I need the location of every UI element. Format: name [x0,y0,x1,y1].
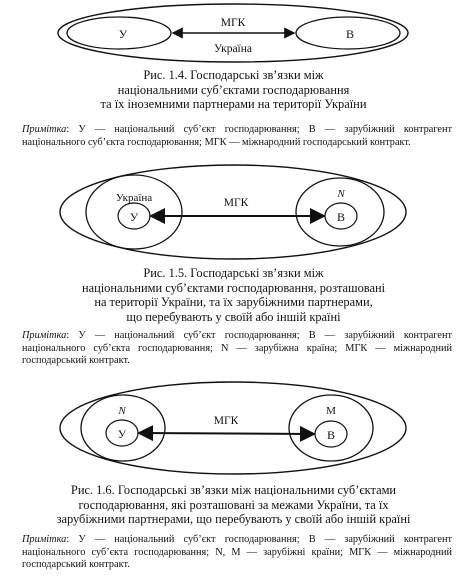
caption-line: національними суб’єктами господарювання, розташовані [81,280,386,295]
node-u-label: У [118,27,128,41]
note-text: : У — національний суб’єкт господарювання; В — зарубіжний контрагент національного суб’єкта господарювання; N — зарубіжна країна; МГК — міжнародний господарський контракт. [22,330,452,366]
country-n-label: N [337,188,345,200]
country-n-label: N [118,405,126,417]
caption-line: та їх іноземними партнерами на території України [100,97,367,111]
ukraine-label: Україна [115,192,153,204]
caption-line [20,68,447,83]
mgk-label: МГК [223,197,249,209]
caption-line: Рис. 1.5. Господарські зв’язки між [143,266,324,280]
contract-arrow [139,433,314,434]
country-label: Україна [213,43,253,55]
figure-1-5-diagram [0,160,467,264]
node-u-label: У [129,210,139,224]
caption-line: зарубіжними партнерами, що перебувають у своїй або іншій країні [56,512,411,526]
figure-1-4-caption [20,68,447,112]
caption-line: на території України, та їх зарубіжними партнерами, [94,295,373,309]
caption-line: Рис. 1.6. Господарські зв’язки між національними суб’єктами [70,483,397,497]
node-b-label: В [345,27,355,41]
figure-1-6-caption [20,483,447,527]
note-text: : У — національний суб’єкт господарювання; В — зарубіжний контрагент національного суб’єкта господарювання; МГК — міжнародний господарський контракт. [22,124,452,148]
caption-line: що перебувають у своїй або іншій країні [126,309,341,324]
mgk-label: МГК [220,17,246,29]
caption-line: національними суб’єктами господарювання [117,82,350,97]
figure-1-6-diagram [0,380,467,480]
node-b-label: В [336,210,346,224]
figure-1-4-note [22,124,452,149]
note-label: Примітка [22,330,67,341]
caption-text: Господарські зв’язки між [190,68,324,82]
figure-1-5-caption [20,266,447,324]
caption-number: Рис. 1.4. [143,68,188,82]
node-b-label: В [326,428,336,442]
node-u-label: У [117,427,127,441]
caption-line: господарювання, які розташовані за межами України, та їх [78,497,389,512]
figure-1-5-note [22,330,452,368]
mgk-label: МГК [213,415,239,427]
figure-1-4-diagram [0,0,467,66]
note-text: : У — національний суб’єкт господарювання; В — зарубіжний контрагент національного суб’єкта господарювання; N, М — зарубіжні країни; МГК — міжнародний господарський контракт. [22,534,452,570]
note-label: Примітка [22,124,67,135]
note-label: Примітка [22,534,67,545]
country-m-label: М [326,405,336,417]
figure-1-6-note [22,534,452,572]
